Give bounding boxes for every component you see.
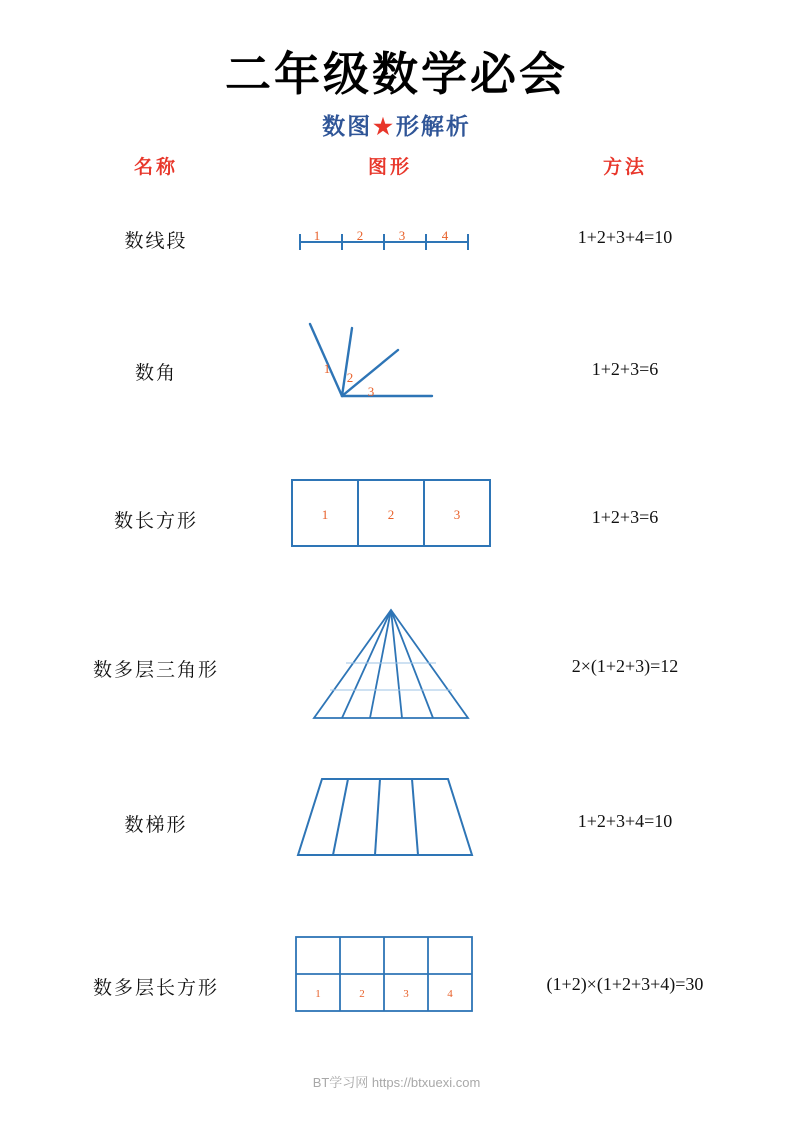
row-method: (1+2)×(1+2+3+4)=30 — [546, 974, 704, 994]
row-name: 数线段 — [124, 230, 188, 252]
rect-label: 2 — [387, 507, 395, 522]
star-icon: ★ — [373, 114, 395, 140]
row-name: 数长方形 — [113, 510, 198, 532]
row-method: 1+2+3=6 — [591, 359, 659, 379]
rect-label: 1 — [321, 507, 329, 522]
angle-label: 3 — [367, 384, 375, 399]
row-name: 数多层三角形 — [92, 659, 219, 681]
table-row — [0, 206, 793, 276]
figure-line-segments — [270, 216, 510, 266]
footer-watermark: BT学习网 https://btxuexi.com — [312, 1075, 481, 1090]
segment-label: 4 — [441, 228, 449, 243]
angle-label: 2 — [346, 370, 354, 385]
rect-label: 3 — [453, 507, 461, 522]
segment-label: 2 — [356, 228, 364, 243]
row-method: 1+2+3=6 — [591, 507, 659, 527]
subtitle-part-1: 数图 — [322, 113, 373, 140]
column-header-figure: 图形 — [367, 156, 412, 178]
table-row — [0, 600, 793, 730]
cell-label: 3 — [403, 988, 409, 1000]
cell-label: 1 — [315, 988, 321, 1000]
table-row — [0, 306, 793, 426]
column-header-name: 名称 — [133, 156, 178, 178]
row-method: 2×(1+2+3)=12 — [571, 656, 679, 676]
table-row — [0, 765, 793, 875]
figure-angles — [270, 306, 510, 426]
page-subtitle — [0, 108, 793, 141]
row-name: 数多层长方形 — [92, 977, 219, 999]
figure-layered-rectangle — [270, 925, 510, 1025]
cell-label: 4 — [447, 988, 453, 1000]
row-method: 1+2+3+4=10 — [577, 811, 673, 831]
table-row — [0, 925, 793, 1035]
segment-label: 3 — [398, 228, 406, 243]
row-name: 数角 — [134, 362, 177, 384]
figure-trapezoid — [270, 765, 510, 870]
row-name: 数梯形 — [124, 814, 188, 836]
row-method: 1+2+3+4=10 — [577, 227, 673, 247]
page-title: 二年级数学必会 — [225, 47, 568, 101]
table-row — [0, 460, 793, 570]
figure-layered-triangle — [270, 600, 510, 730]
cell-label: 2 — [359, 988, 365, 1000]
column-header-method: 方法 — [602, 156, 647, 178]
segment-label: 1 — [313, 228, 321, 243]
subtitle-part-2: 形解析 — [395, 113, 471, 140]
angle-label: 1 — [323, 361, 331, 376]
figure-rectangles — [270, 468, 510, 558]
